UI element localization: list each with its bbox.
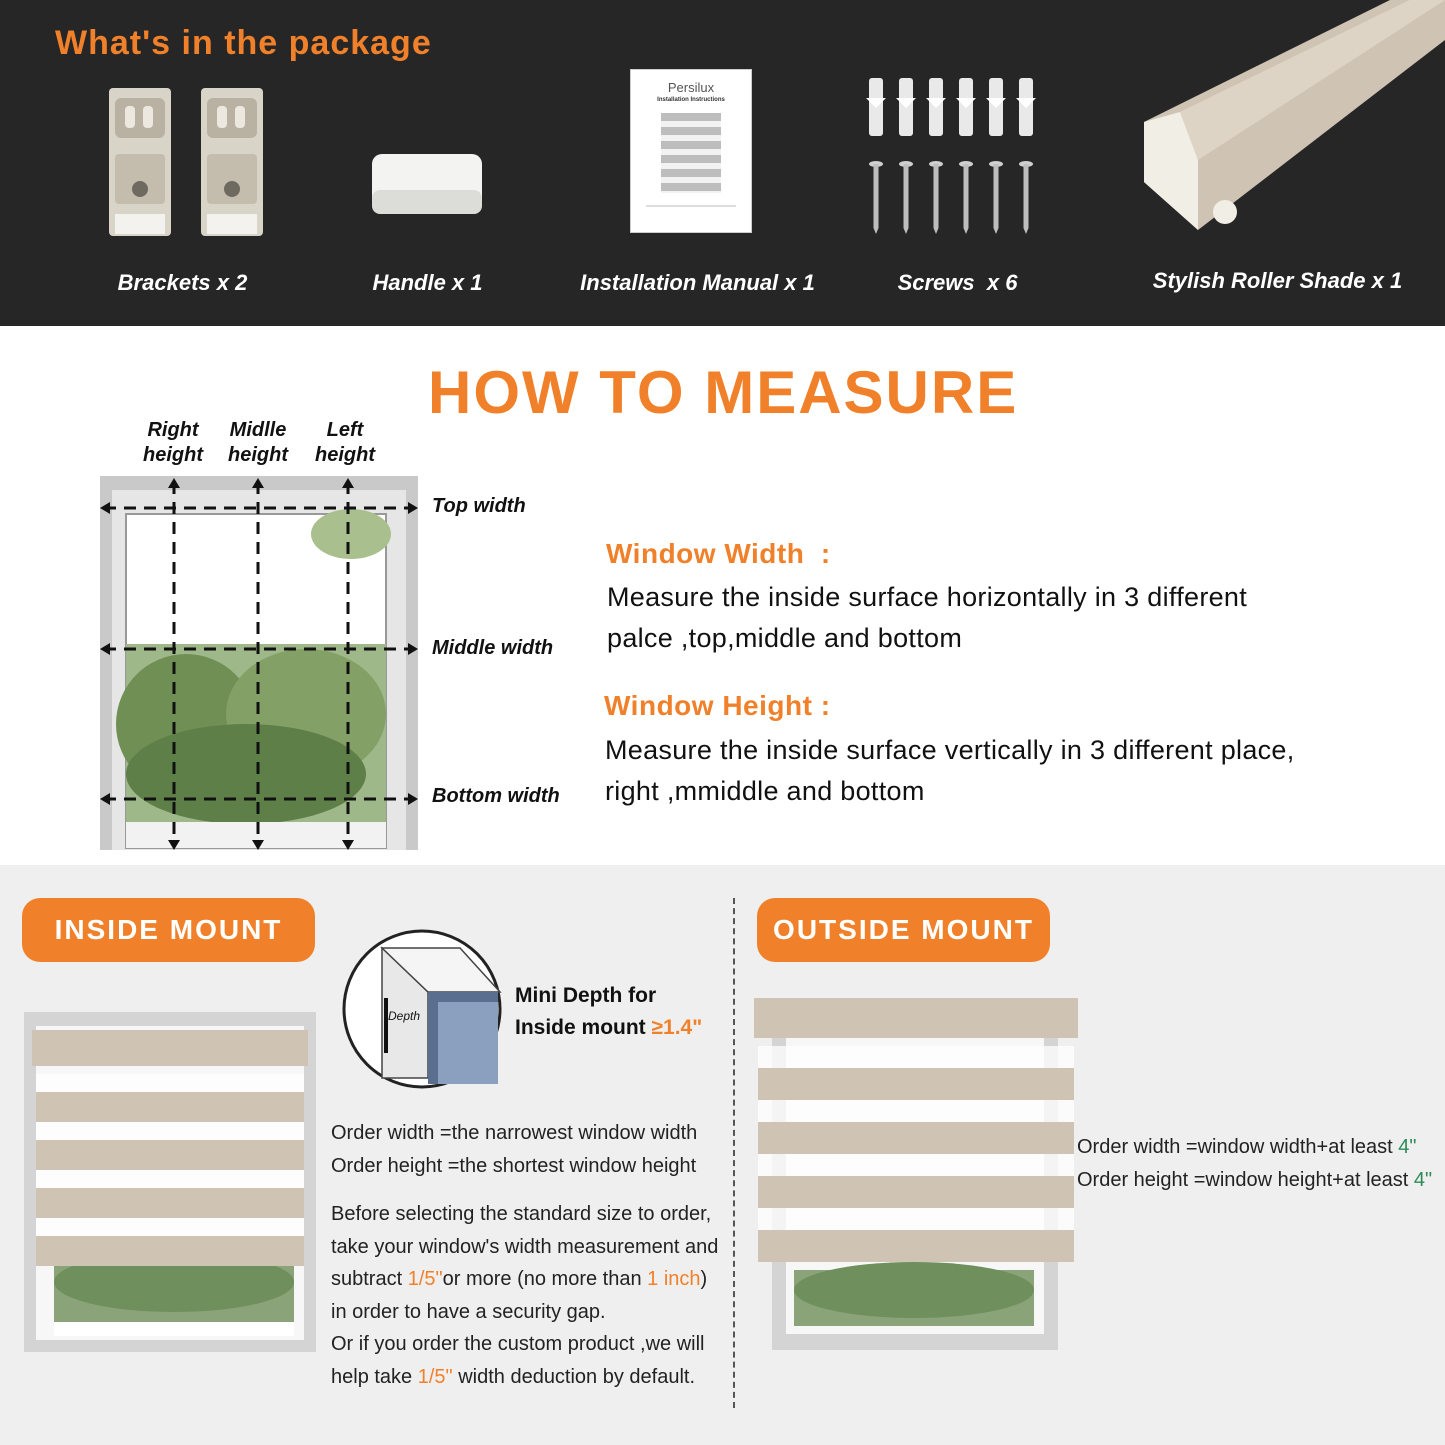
package-item-handle: Handle x 1 bbox=[372, 270, 483, 295]
manual-shade-illustration bbox=[661, 113, 721, 193]
window-height-heading: Window Height : bbox=[604, 690, 831, 721]
note-line1: Before selecting the standard size to order, bbox=[331, 1203, 712, 1225]
note-line3 bbox=[331, 1263, 718, 1296]
screw-icon-item bbox=[989, 161, 1003, 234]
outside-order-height-value: 4" bbox=[1413, 1168, 1433, 1191]
window-width-line2: palce ,top,middle and bottom bbox=[607, 623, 963, 653]
inside-order-rules bbox=[331, 1117, 697, 1182]
package-item-roller-shade: Stylish Roller Shade x 1 bbox=[1152, 268, 1403, 293]
shade-sheer-band bbox=[36, 1122, 304, 1140]
screw-icon-item bbox=[869, 161, 883, 234]
package-item-manual: Installation Manual x 1 bbox=[580, 270, 815, 295]
depth-callout bbox=[340, 928, 505, 1090]
note-line3-e: ) bbox=[700, 1268, 708, 1290]
note-line6 bbox=[331, 1361, 718, 1394]
shade-cassette bbox=[754, 998, 1078, 1038]
package-section bbox=[0, 0, 1445, 326]
inside-mount-badge: INSIDE MOUNT bbox=[22, 898, 315, 962]
outside-mount-badge: OUTSIDE MOUNT bbox=[757, 898, 1050, 962]
inside-order-width: Order width =the narrowest window width bbox=[331, 1122, 698, 1144]
inside-order-height: Order height =the shortest window height bbox=[331, 1154, 697, 1177]
depth-label: Depth bbox=[388, 1009, 421, 1023]
note-line5: Or if you order the custom product ,we will bbox=[331, 1333, 705, 1355]
shade-fabric-band bbox=[36, 1092, 304, 1122]
window-diagram bbox=[96, 474, 426, 854]
outside-order-width bbox=[1077, 1131, 1432, 1164]
note-line6-b: 1/5" bbox=[417, 1365, 453, 1388]
shade-sheer-band bbox=[36, 1074, 304, 1092]
outside-order-rules bbox=[1077, 1131, 1432, 1196]
window-width-heading: Window Width : bbox=[606, 538, 831, 569]
shade-fabric-band bbox=[36, 1236, 304, 1266]
middle-width-label: Middle width bbox=[432, 637, 554, 659]
shade-sheer-band bbox=[36, 1170, 304, 1188]
note-line4: in order to have a security gap. bbox=[331, 1300, 606, 1323]
outside-order-height bbox=[1077, 1164, 1432, 1197]
screw-anchor-icon bbox=[896, 78, 916, 136]
mount-divider bbox=[733, 898, 735, 1408]
package-item-screws: Screws x 6 bbox=[897, 270, 1018, 295]
screw-icon bbox=[862, 76, 1040, 236]
depth-line2 bbox=[515, 1012, 702, 1044]
manual-brand: Persilux bbox=[667, 80, 715, 95]
shade-fabric-band bbox=[36, 1188, 304, 1218]
shade-sheer-band bbox=[758, 1100, 1074, 1122]
depth-line1: Mini Depth for bbox=[515, 984, 657, 1007]
note-line3-a: subtract bbox=[331, 1268, 408, 1290]
outside-order-width-prefix: Order width =window width+at least bbox=[1077, 1136, 1399, 1158]
screw-icon-item bbox=[1019, 161, 1033, 234]
screw-icon-item bbox=[959, 161, 973, 234]
package-item-brackets: Brackets x 2 bbox=[117, 270, 248, 295]
outside-order-height-prefix: Order height =window height+at least bbox=[1077, 1168, 1414, 1191]
note-line6-a: help take bbox=[331, 1365, 418, 1388]
right-height-label bbox=[138, 418, 208, 468]
screw-icon-item bbox=[929, 161, 943, 234]
screw-anchor-icon bbox=[866, 78, 886, 136]
bottom-width-label: Bottom width bbox=[432, 785, 560, 807]
note-line2: take your window's width measurement and bbox=[331, 1235, 719, 1258]
outside-order-width-value: 4" bbox=[1398, 1136, 1417, 1158]
manual-icon bbox=[630, 69, 752, 233]
package-title: What's in the package bbox=[55, 24, 432, 62]
outside-mount-illustration bbox=[752, 990, 1082, 1355]
shade-sheer-band bbox=[758, 1208, 1074, 1230]
shade-fabric-band bbox=[758, 1176, 1074, 1208]
window-height-text bbox=[605, 730, 1295, 812]
note-line3-d: 1 inch bbox=[647, 1268, 701, 1290]
manual-divider bbox=[646, 205, 736, 207]
left-height-line1: Left bbox=[326, 419, 364, 441]
shade-sheer-band bbox=[758, 1154, 1074, 1176]
note-line6-c: width deduction by default. bbox=[452, 1365, 696, 1388]
shade-sheer-band bbox=[758, 1046, 1074, 1068]
handle-icon bbox=[370, 150, 485, 218]
shade-fabric-band bbox=[36, 1140, 304, 1170]
middle-height-line2: height bbox=[228, 444, 288, 466]
left-height-label bbox=[310, 418, 380, 468]
inside-depth-text bbox=[515, 980, 702, 1044]
screw-icon-item bbox=[899, 161, 913, 234]
screw-anchor-icon bbox=[986, 78, 1006, 136]
measure-title: HOW TO MEASURE bbox=[428, 359, 1019, 426]
screw-anchor-icon bbox=[956, 78, 976, 136]
note-line3-b: 1/5" bbox=[407, 1268, 443, 1290]
roller-shade-icon bbox=[1140, 0, 1445, 235]
shade-fabric-band bbox=[758, 1068, 1074, 1100]
depth-line2-prefix: Inside mount bbox=[515, 1016, 652, 1039]
shade-sheer-band bbox=[36, 1218, 304, 1236]
manual-subtitle: Installation Instructions bbox=[657, 97, 725, 103]
left-height-line2: height bbox=[315, 444, 375, 466]
shade-fabric-band bbox=[758, 1122, 1074, 1154]
bracket-icon bbox=[105, 84, 265, 239]
shade-cassette bbox=[32, 1030, 308, 1066]
note-line3-c: or more (no more than bbox=[442, 1268, 648, 1290]
middle-height-line1: Midlle bbox=[229, 419, 287, 441]
top-width-label: Top width bbox=[432, 495, 526, 517]
right-height-line1: Right bbox=[147, 419, 199, 441]
inside-mount-note bbox=[331, 1198, 718, 1393]
shade-fabric-band bbox=[758, 1230, 1074, 1262]
window-height-line2: right ,mmiddle and bottom bbox=[605, 776, 925, 806]
screw-anchor-icon bbox=[1016, 78, 1036, 136]
window-width-text bbox=[607, 577, 1247, 659]
inside-mount-illustration bbox=[24, 1012, 319, 1357]
right-height-line2: height bbox=[143, 444, 203, 466]
window-height-line1: Measure the inside surface vertically in 3 different place, bbox=[605, 735, 1295, 765]
screw-anchor-icon bbox=[926, 78, 946, 136]
middle-height-label bbox=[222, 418, 294, 468]
window-width-line1: Measure the inside surface horizontally in 3 different bbox=[607, 582, 1248, 612]
depth-line2-value: ≥1.4" bbox=[651, 1016, 703, 1039]
